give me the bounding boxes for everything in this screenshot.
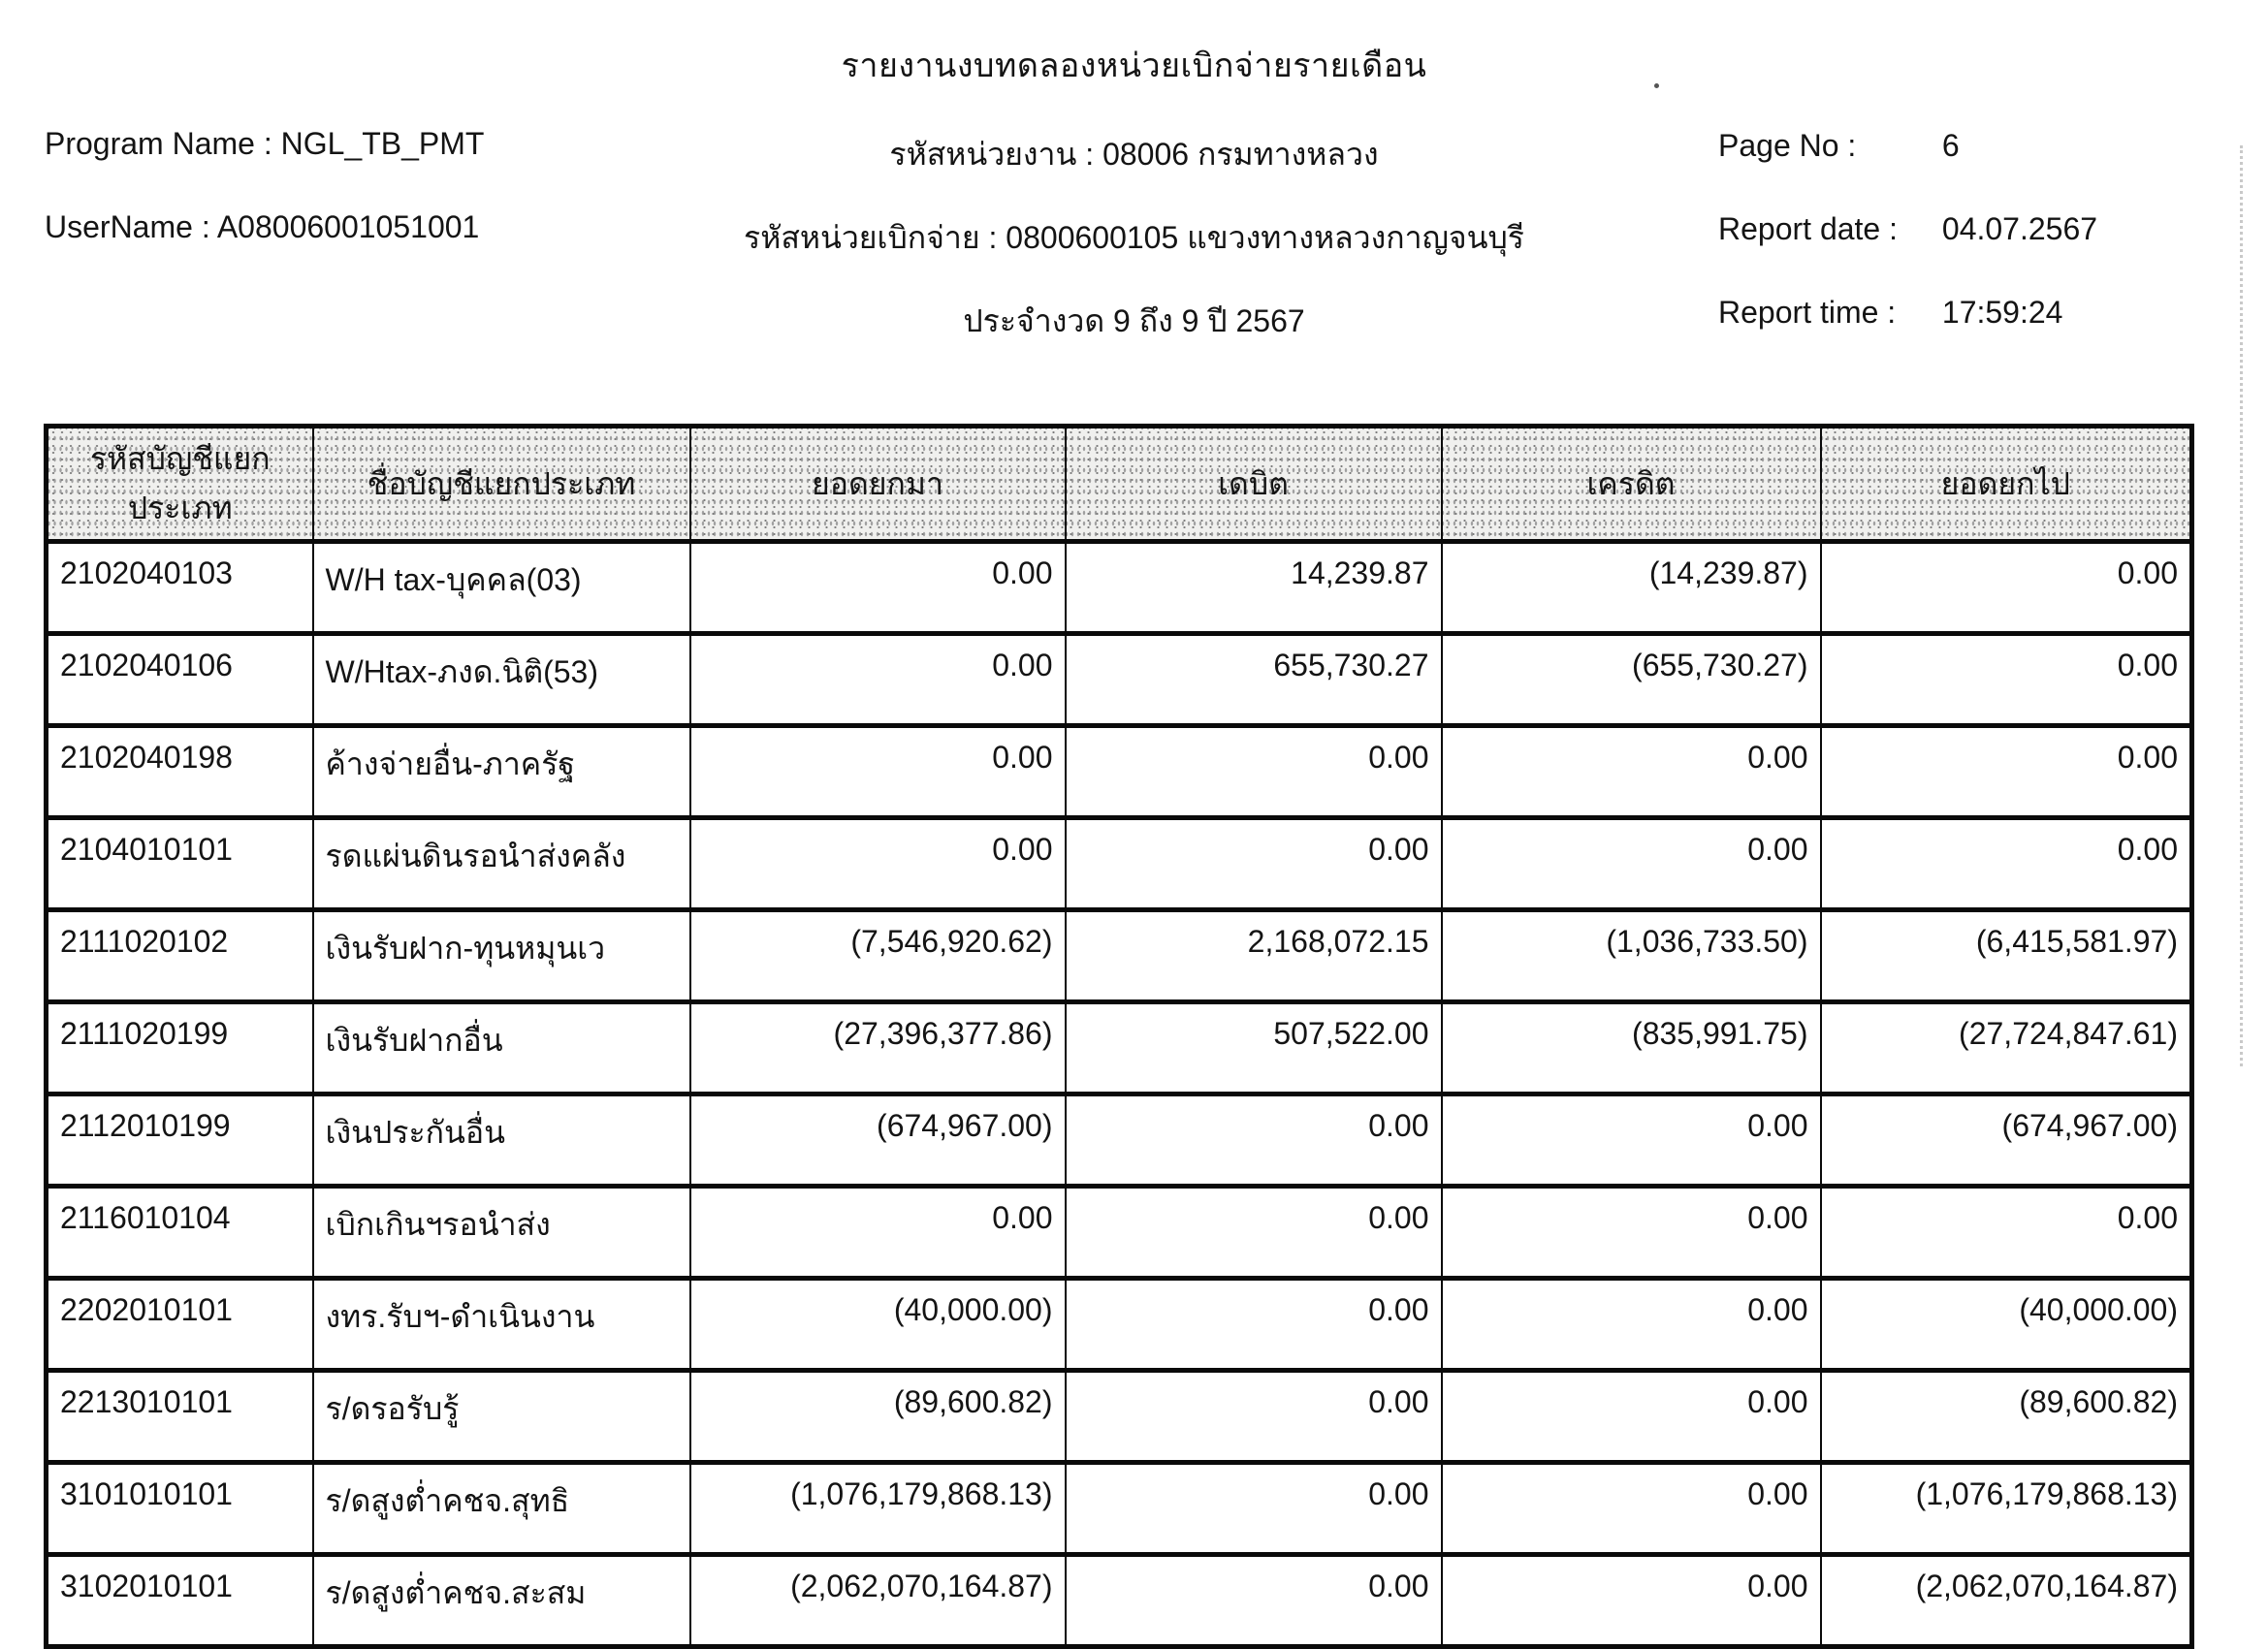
table-header-row: [47, 427, 2192, 542]
account-name-cell: ร/ดสูงต่ำคชจ.สะสม: [313, 1555, 690, 1647]
table-row: [47, 1463, 2192, 1555]
page-no-value: 6: [1941, 128, 1960, 163]
table-row: [47, 1371, 2192, 1463]
account-name-cell: เงินรับฝาก-ทุนหมุนเว: [313, 910, 690, 1002]
account-name-cell: ค้างจ่ายอื่น-ภาครัฐ: [313, 726, 690, 818]
page-no-label: Page No :: [1718, 128, 1857, 163]
closing-balance-cell: (2,062,070,164.87): [1821, 1555, 2192, 1647]
credit-cell: 0.00: [1442, 1463, 1821, 1555]
opening-balance-cell: (1,076,179,868.13): [690, 1463, 1066, 1555]
debit-cell: 14,239.87: [1066, 542, 1442, 634]
account-code-cell: 2116010104: [47, 1187, 313, 1279]
credit-cell: (655,730.27): [1442, 634, 1821, 726]
account-name-cell: รดแผ่นดินรอนำส่งคลัง: [313, 818, 690, 910]
credit-cell: (835,991.75): [1442, 1002, 1821, 1094]
closing-balance-cell: 0.00: [1821, 1187, 2192, 1279]
closing-balance-cell: 0.00: [1821, 634, 2192, 726]
scan-speck: [1654, 83, 1659, 88]
report-time-label: Report time :: [1718, 295, 1897, 330]
opening-balance-cell: 0.00: [690, 726, 1066, 818]
debit-cell: 507,522.00: [1066, 1002, 1442, 1094]
account-code-cell: 2104010101: [47, 818, 313, 910]
scan-edge-artifact: [2240, 145, 2243, 1066]
opening-balance-cell: 0.00: [690, 1187, 1066, 1279]
disburse-unit-line: รหัสหน่วยเบิกจ่าย : 0800600105 แขวงทางหลวงกาญจนบุรี: [744, 220, 1524, 255]
account-name-cell: เงินประกันอื่น: [313, 1094, 690, 1187]
table-row: [47, 818, 2192, 910]
account-code-cell: 2102040103: [47, 542, 313, 634]
closing-balance-cell: (89,600.82): [1821, 1371, 2192, 1463]
debit-cell: 655,730.27: [1066, 634, 1442, 726]
closing-balance-cell: (1,076,179,868.13): [1821, 1463, 2192, 1555]
credit-cell: 0.00: [1442, 1555, 1821, 1647]
closing-balance-cell: 0.00: [1821, 726, 2192, 818]
credit-cell: 0.00: [1442, 1279, 1821, 1371]
table-row: [47, 1187, 2192, 1279]
debit-cell: 0.00: [1066, 1371, 1442, 1463]
header-debit: เดบิต: [1066, 427, 1442, 542]
agency-line: รหัสหน่วยงาน : 08006 กรมทางหลวง: [889, 137, 1379, 172]
account-code-cell: 2102040106: [47, 634, 313, 726]
program-name-label: Program Name :: [45, 126, 272, 161]
trial-balance-table: [44, 424, 2194, 1649]
opening-balance-cell: (89,600.82): [690, 1371, 1066, 1463]
closing-balance-cell: 0.00: [1821, 542, 2192, 634]
closing-balance-cell: 0.00: [1821, 818, 2192, 910]
opening-balance-cell: 0.00: [690, 542, 1066, 634]
header-account-code: รหัสบัญชีแยกประเภท: [47, 427, 313, 542]
account-name-cell: เงินรับฝากอื่น: [313, 1002, 690, 1094]
table-row: [47, 1002, 2192, 1094]
closing-balance-cell: (27,724,847.61): [1821, 1002, 2192, 1094]
credit-cell: 0.00: [1442, 726, 1821, 818]
report-time-row: [1718, 295, 2097, 378]
account-code-cell: 3101010101: [47, 1463, 313, 1555]
account-code-cell: 2213010101: [47, 1371, 313, 1463]
table-body: [47, 542, 2192, 1647]
period-line: ประจำงวด 9 ถึง 9 ปี 2567: [963, 303, 1305, 338]
table-row: [47, 542, 2192, 634]
account-name-cell: ร/ดสูงต่ำคชจ.สุทธิ: [313, 1463, 690, 1555]
debit-cell: 0.00: [1066, 1555, 1442, 1647]
opening-balance-cell: 0.00: [690, 634, 1066, 726]
debit-cell: 0.00: [1066, 1463, 1442, 1555]
credit-cell: 0.00: [1442, 1187, 1821, 1279]
closing-balance-cell: (40,000.00): [1821, 1279, 2192, 1371]
credit-cell: 0.00: [1442, 1094, 1821, 1187]
account-code-cell: 3102010101: [47, 1555, 313, 1647]
table-row: [47, 910, 2192, 1002]
account-name-cell: เบิกเกินฯรอนำส่ง: [313, 1187, 690, 1279]
credit-cell: (1,036,733.50): [1442, 910, 1821, 1002]
account-name-cell: W/Htax-ภงด.นิติ(53): [313, 634, 690, 726]
report-date-value: 04.07.2567: [1941, 211, 2098, 246]
credit-cell: 0.00: [1442, 1371, 1821, 1463]
opening-balance-cell: (40,000.00): [690, 1279, 1066, 1371]
header-closing-balance: ยอดยกไป: [1821, 427, 2192, 542]
report-time-value: 17:59:24: [1941, 295, 2063, 330]
header-account-name: ชื่อบัญชีแยกประเภท: [313, 427, 690, 542]
debit-cell: 2,168,072.15: [1066, 910, 1442, 1002]
report-date-row: [1718, 211, 2097, 295]
header-credit: เครดิต: [1442, 427, 1821, 542]
account-name-cell: W/H tax-บุคคล(03): [313, 542, 690, 634]
closing-balance-cell: (674,967.00): [1821, 1094, 2192, 1187]
table-row: [47, 726, 2192, 818]
debit-cell: 0.00: [1066, 726, 1442, 818]
credit-cell: (14,239.87): [1442, 542, 1821, 634]
account-code-cell: 2202010101: [47, 1279, 313, 1371]
header-opening-balance: ยอดยกมา: [690, 427, 1066, 542]
debit-cell: 0.00: [1066, 1094, 1442, 1187]
page-title: รายงานงบทดลองหน่วยเบิกจ่ายรายเดือน: [841, 48, 1427, 84]
credit-cell: 0.00: [1442, 818, 1821, 910]
account-name-cell: ร/ดรอรับรู้: [313, 1371, 690, 1463]
username-label: UserName :: [45, 209, 210, 244]
opening-balance-cell: (7,546,920.62): [690, 910, 1066, 1002]
opening-balance-cell: (2,062,070,164.87): [690, 1555, 1066, 1647]
debit-cell: 0.00: [1066, 818, 1442, 910]
opening-balance-cell: 0.00: [690, 818, 1066, 910]
opening-balance-cell: (674,967.00): [690, 1094, 1066, 1187]
account-code-cell: 2112010199: [47, 1094, 313, 1187]
table-row: [47, 1094, 2192, 1187]
username-value: A08006001051001: [216, 209, 480, 244]
report-date-label: Report date :: [1718, 211, 1898, 246]
opening-balance-cell: (27,396,377.86): [690, 1002, 1066, 1094]
debit-cell: 0.00: [1066, 1187, 1442, 1279]
debit-cell: 0.00: [1066, 1279, 1442, 1371]
account-code-cell: 2102040198: [47, 726, 313, 818]
account-name-cell: งทร.รับฯ-ดำเนินงาน: [313, 1279, 690, 1371]
program-name-value: NGL_TB_PMT: [280, 126, 485, 161]
account-code-cell: 2111020199: [47, 1002, 313, 1094]
report-meta-right: [1718, 128, 2097, 378]
table-row: [47, 1279, 2192, 1371]
closing-balance-cell: (6,415,581.97): [1821, 910, 2192, 1002]
table-row: [47, 1555, 2192, 1647]
page-no-row: [1718, 128, 2097, 211]
account-code-cell: 2111020102: [47, 910, 313, 1002]
table-row: [47, 634, 2192, 726]
table-header: [47, 427, 2192, 542]
